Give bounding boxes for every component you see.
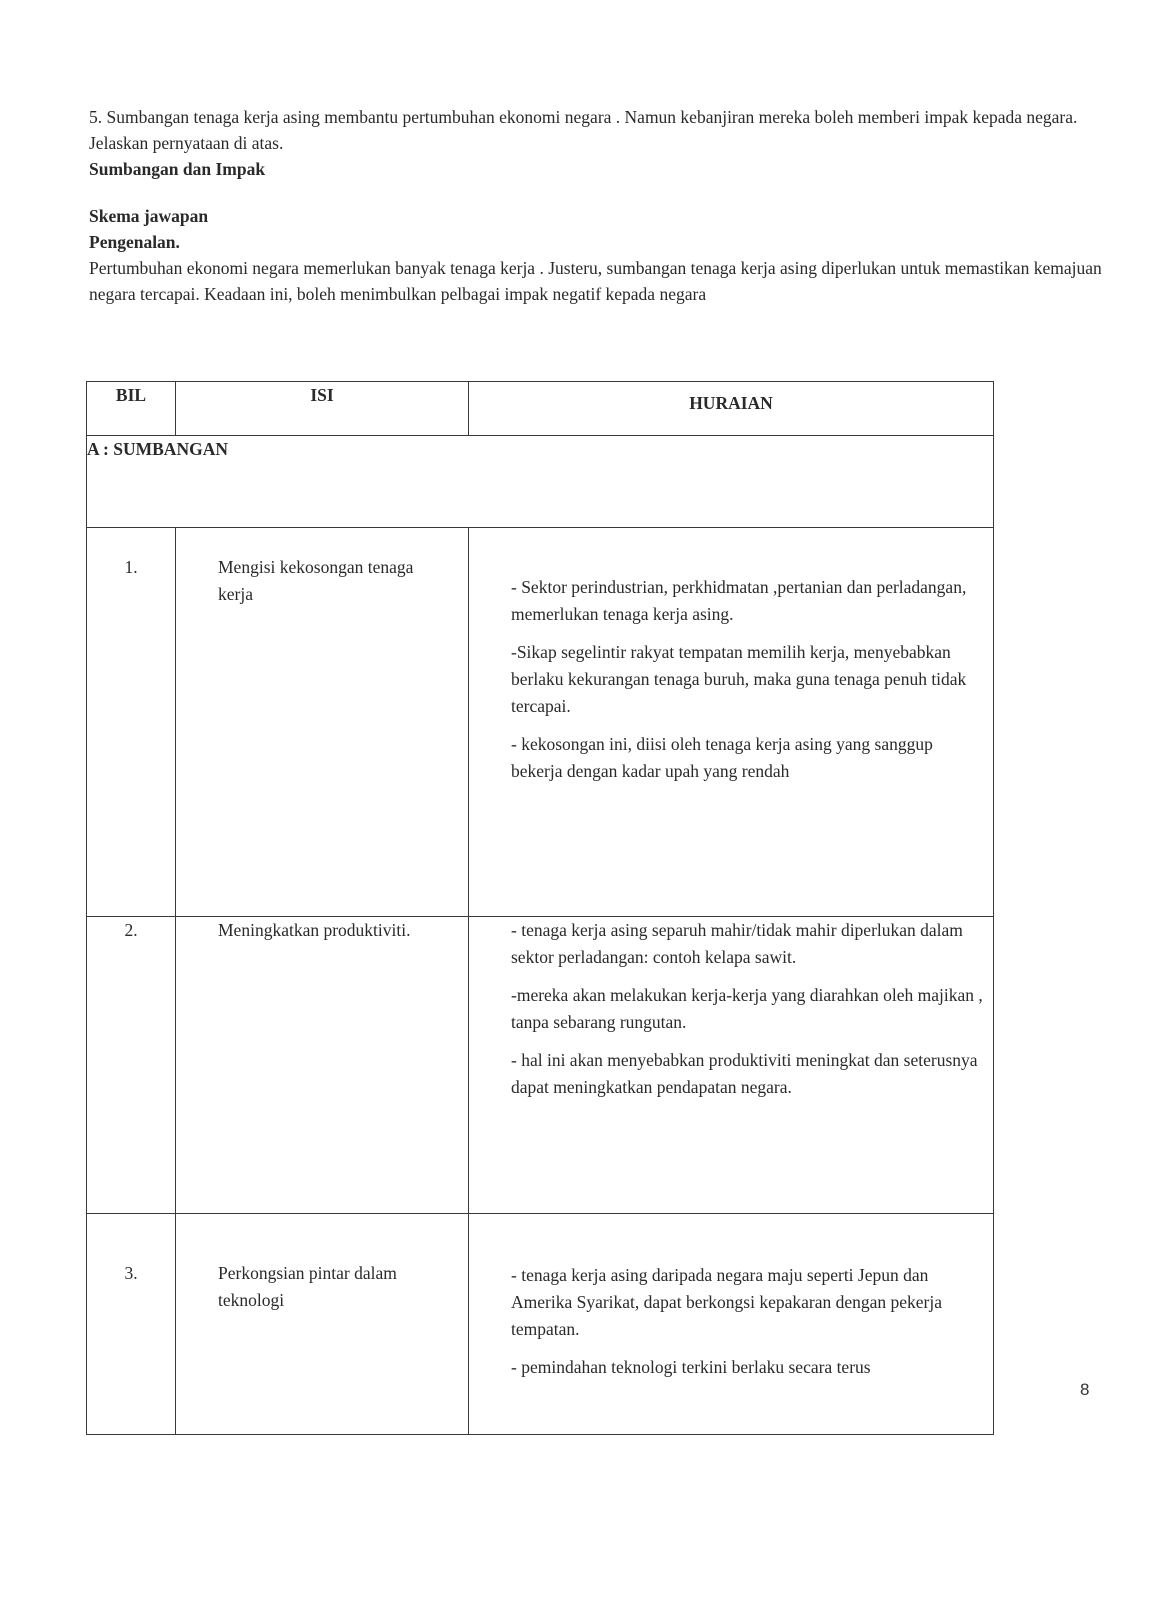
huraian-point: - kekosongan ini, diisi oleh tenaga kerja asing yang sanggup bekerja dengan kadar upah yang rendah bbox=[511, 734, 933, 781]
scheme-heading: Skema jawapan bbox=[89, 206, 209, 226]
row-bil: 2. bbox=[87, 917, 176, 1214]
row-huraian bbox=[469, 528, 994, 917]
page-number: 8 bbox=[1080, 1380, 1090, 1399]
header-huraian: HURAIAN bbox=[469, 382, 994, 436]
intro-block bbox=[89, 104, 1109, 307]
question-text: 5. Sumbangan tenaga kerja asing membantu pertumbuhan ekonomi negara . Namun kebanjiran mereka boleh memberi impak kepada negara. Jelaskan pernyataan di atas. bbox=[89, 107, 1078, 153]
header-bil: BIL bbox=[87, 382, 176, 436]
row-huraian bbox=[469, 917, 994, 1214]
huraian-point: - Sektor perindustrian, perkhidmatan ,pertanian dan perladangan, memerlukan tenaga kerja asing. bbox=[511, 577, 967, 624]
intro-text: Pertumbuhan ekonomi negara memerlukan banyak tenaga kerja . Justeru, sumbangan tenaga kerja asing diperlukan untuk memastikan kemajuan negara tercapai. Keadaan ini, boleh menimbulkan pelbagai impak negatif kepada negara bbox=[89, 258, 1102, 304]
row-isi: Mengisi kekosongan tenaga kerja bbox=[176, 528, 469, 917]
table-header-row bbox=[87, 382, 994, 436]
row-isi: Meningkatkan produktiviti. bbox=[176, 917, 469, 1214]
huraian-point: - pemindahan teknologi terkini berlaku secara terus bbox=[511, 1357, 871, 1377]
table-row bbox=[87, 1214, 994, 1435]
header-isi: ISI bbox=[176, 382, 469, 436]
huraian-point: - tenaga kerja asing daripada negara maju seperti Jepun dan Amerika Syarikat, dapat berkongsi kepakaran dengan pekerja tempatan. bbox=[511, 1265, 943, 1339]
huraian-point: - tenaga kerja asing separuh mahir/tidak mahir diperlukan dalam sektor perladangan: contoh kelapa sawit. bbox=[511, 920, 963, 967]
row-huraian bbox=[469, 1214, 994, 1435]
section-row bbox=[87, 436, 994, 528]
answer-scheme-table bbox=[86, 381, 994, 1435]
table-row bbox=[87, 528, 994, 917]
question-subtitle: Sumbangan dan Impak bbox=[89, 159, 266, 179]
huraian-point: - hal ini akan menyebabkan produktiviti meningkat dan seterusnya dapat meningkatkan pendapatan negara. bbox=[511, 1050, 978, 1097]
section-title: A : SUMBANGAN bbox=[87, 436, 994, 528]
intro-heading: Pengenalan. bbox=[89, 232, 180, 252]
huraian-point: -mereka akan melakukan kerja-kerja yang diarahkan oleh majikan , tanpa sebarang rungutan. bbox=[511, 985, 983, 1032]
row-bil: 1. bbox=[87, 528, 176, 917]
table-row bbox=[87, 917, 994, 1214]
huraian-point: -Sikap segelintir rakyat tempatan memilih kerja, menyebabkan berlaku kekurangan tenaga buruh, maka guna tenaga penuh tidak tercapai. bbox=[511, 642, 967, 716]
row-bil: 3. bbox=[87, 1214, 176, 1435]
row-isi: Perkongsian pintar dalam teknologi bbox=[176, 1214, 469, 1435]
